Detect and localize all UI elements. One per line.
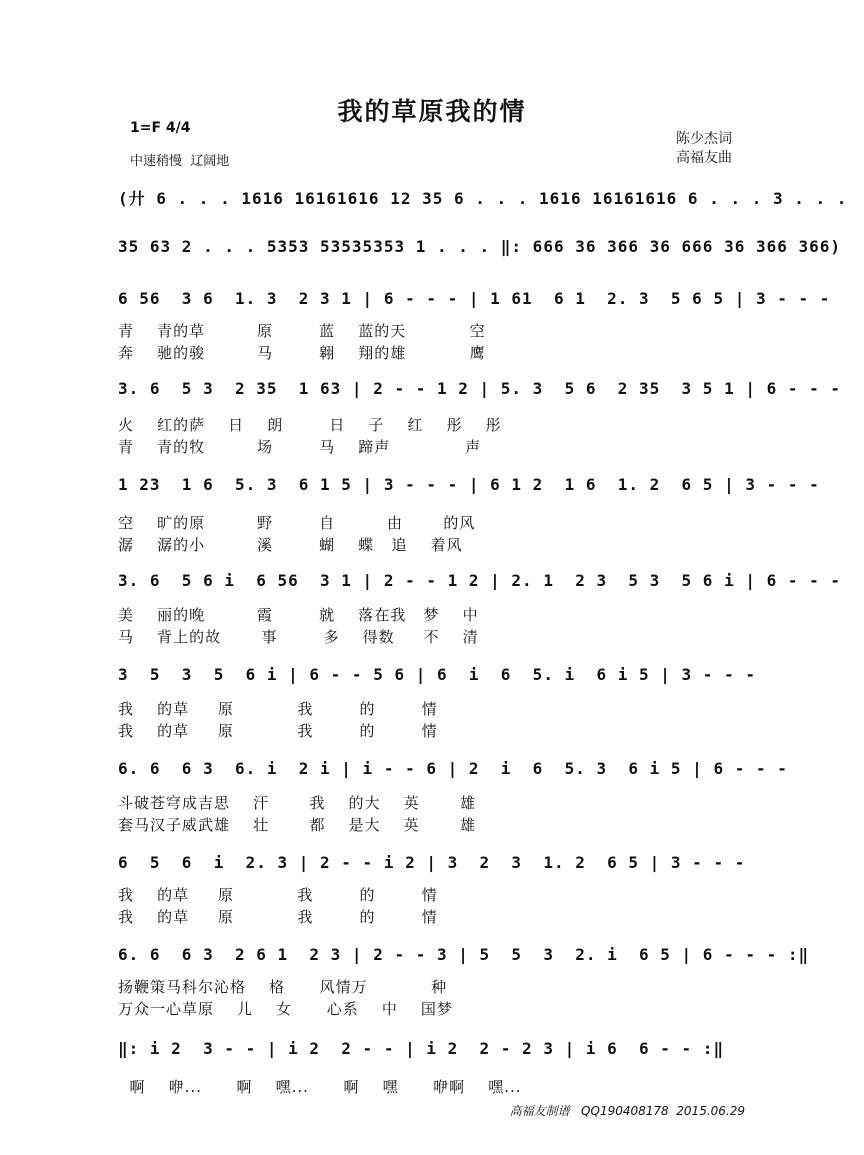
notation-line: 3. 6 5 3 2 35 1 63 | 2 - - 1 2 | 5. 3 5 6 2 35 3 5 1 | 6 - - - [118,379,842,398]
lyric-line: 套马汉子威武雄 壮 都 是大 英 雄 [118,816,476,834]
lyric-line: 万众一心草原 儿 女 心系 中 国梦 [118,1000,453,1018]
notation-line: 6 56 3 6 1. 3 2 3 1 | 6 - - - | 1 61 6 1 2. 3 5 6 5 | 3 - - - [118,289,831,308]
notation-line: 3 5 3 5 6 i | 6 - - 5 6 | 6 i 6 5. i 6 i 5 | 3 - - - [118,665,756,684]
notation-line: 6 5 6 i 2. 3 | 2 - - i 2 | 3 2 3 1. 2 6 5 | 3 - - - [118,853,746,872]
composer-credit: 高福友曲 [676,150,732,166]
lyric-line: 青 青的牧 场 马 蹄声 声 [118,438,482,456]
lyricist-credit: 陈少杰词 [676,131,732,147]
notation-line: 6. 6 6 3 6. i 2 i | i - - 6 | 2 i 6 5. 3 6 i 5 | 6 - - - [118,759,788,778]
lyric-line: 斗破苍穹成吉思 汗 我 的大 英 雄 [118,794,476,812]
lyric-line: 潺 潺的小 溪 蝴 蝶 追 着风 [118,536,463,554]
lyric-line: 美 丽的晚 霞 就 落在我 梦 中 [118,606,479,624]
notation-line: (廾 6 . . . 1616 16161616 12 35 6 . . . 1616 16161616 6 . . . 3 . . . [118,189,848,208]
lyric-line: 火 红的萨 日 朗 日 子 红 彤 彤 [118,416,502,434]
tempo-marking: 中速稍慢 辽阔地 [130,154,230,169]
notation-line: 1 23 1 6 5. 3 6 1 5 | 3 - - - | 6 1 2 1 6 1. 2 6 5 | 3 - - - [118,475,820,494]
lyric-line: 我 的草 原 我 的 情 [118,700,438,718]
lyric-line: 我 的草 原 我 的 情 [118,722,438,740]
lyric-line: 空 旷的原 野 自 由 的风 [118,514,476,532]
lyric-line: 啊 咿... 啊 嘿... 啊 嘿 咿啊 嘿... [118,1078,522,1096]
notation-line: 35 63 2 . . . 5353 53535353 1 . . . ‖: 666 36 366 36 666 36 366 366) [118,237,842,256]
song-title: 我的草原我的情 [337,97,527,126]
notation-line: 3. 6 5 6 i 6 56 3 1 | 2 - - 1 2 | 2. 1 2 3 5 3 5 6 i | 6 - - - [118,571,842,590]
notation-line: 6. 6 6 3 2 6 1 2 3 | 2 - - 3 | 5 5 3 2. i 6 5 | 6 - - - :‖ [118,945,810,964]
lyric-line: 我 的草 原 我 的 情 [118,908,438,926]
key-signature: 1=F 4/4 [130,120,191,136]
lyric-line: 奔 驰的骏 马 翱 翔的雄 鹰 [118,344,486,362]
lyric-line: 马 背上的故 事 多 得数 不 清 [118,628,479,646]
notation-line: ‖: i 2 3 - - | i 2 2 - - | i 2 2 - 2 3 | i 6 6 - - :‖ [118,1039,725,1058]
lyric-line: 青 青的草 原 蓝 蓝的天 空 [118,322,486,340]
lyric-line: 我 的草 原 我 的 情 [118,886,438,904]
footer-credit: 高福友制谱 QQ190408178 2015.06.29 [509,1104,745,1118]
lyric-line: 扬鞭策马科尔沁格 格 风情万 种 [118,978,448,996]
